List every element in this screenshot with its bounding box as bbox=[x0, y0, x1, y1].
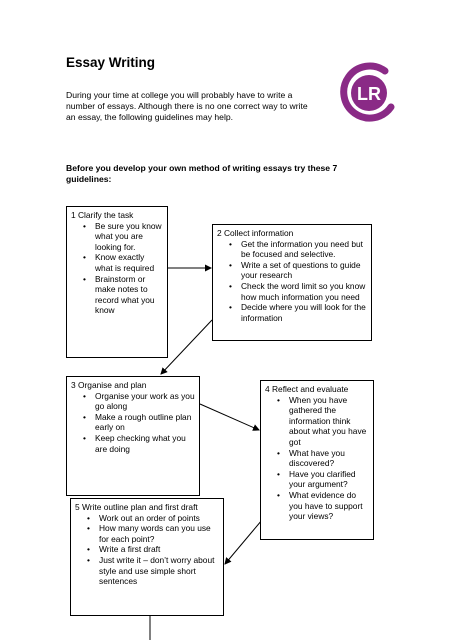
list-item: • When you have gathered the information think about what you have got bbox=[289, 395, 369, 448]
list-item: • Be sure you know what you are looking for. bbox=[95, 221, 163, 253]
step-5-box bbox=[70, 498, 224, 616]
list-item: • Decide where you will look for the information bbox=[241, 302, 367, 323]
list-item: • What have you discovered? bbox=[289, 448, 369, 469]
list-item: • Write a set of questions to guide your research bbox=[241, 260, 367, 281]
list-item: • Have you clarified your argument? bbox=[289, 469, 369, 490]
list-item: • Work out an order of points bbox=[99, 513, 219, 524]
list-item: • Get the information you need but be focused and selective. bbox=[241, 239, 367, 260]
step-heading: 3 Organise and plan bbox=[71, 380, 147, 390]
page-title: Essay Writing bbox=[66, 55, 156, 70]
list-item: • How many words can you use for each point? bbox=[99, 523, 219, 544]
arrow-3-to-4 bbox=[200, 404, 259, 430]
list-item: • Keep checking what you are doing bbox=[95, 433, 195, 454]
arrow-4-to-5 bbox=[225, 520, 262, 564]
list-item: • Write a first draft bbox=[99, 544, 219, 555]
list-item: • Know exactly what is required bbox=[95, 252, 163, 273]
list-item: • Organise your work as you go along bbox=[95, 391, 195, 412]
step-4-box bbox=[260, 380, 374, 540]
guidelines-lead: Before you develop your own method of writing essays try these 7 guidelines: bbox=[66, 163, 338, 184]
step-2-box bbox=[212, 224, 372, 341]
step-heading: 1 Clarify the task bbox=[71, 210, 134, 220]
list-item: • Brainstorm or make notes to record what you know bbox=[95, 274, 163, 316]
list-item: • Make a rough outline plan early on bbox=[95, 412, 195, 433]
intro-paragraph: During your time at college you will probably have to write a number of essays. Although there is no one correct way to write an essay, the following guidelines may help. bbox=[66, 90, 308, 122]
step-3-box bbox=[66, 376, 200, 496]
list-item: • What evidence do you have to support your views? bbox=[289, 490, 369, 522]
step-heading: 4 Reflect and evaluate bbox=[265, 384, 349, 394]
step-1-box bbox=[66, 206, 168, 358]
list-item: • Just write it – don’t worry about style and use simple short sentences bbox=[99, 555, 219, 587]
list-item: • Check the word limit so you know how much information you need bbox=[241, 281, 367, 302]
step-heading: 2 Collect information bbox=[217, 228, 294, 238]
step-heading: 5 Write outline plan and first draft bbox=[75, 502, 198, 512]
arrow-2-to-3 bbox=[161, 320, 212, 374]
logo-lettering: LR bbox=[357, 84, 381, 104]
